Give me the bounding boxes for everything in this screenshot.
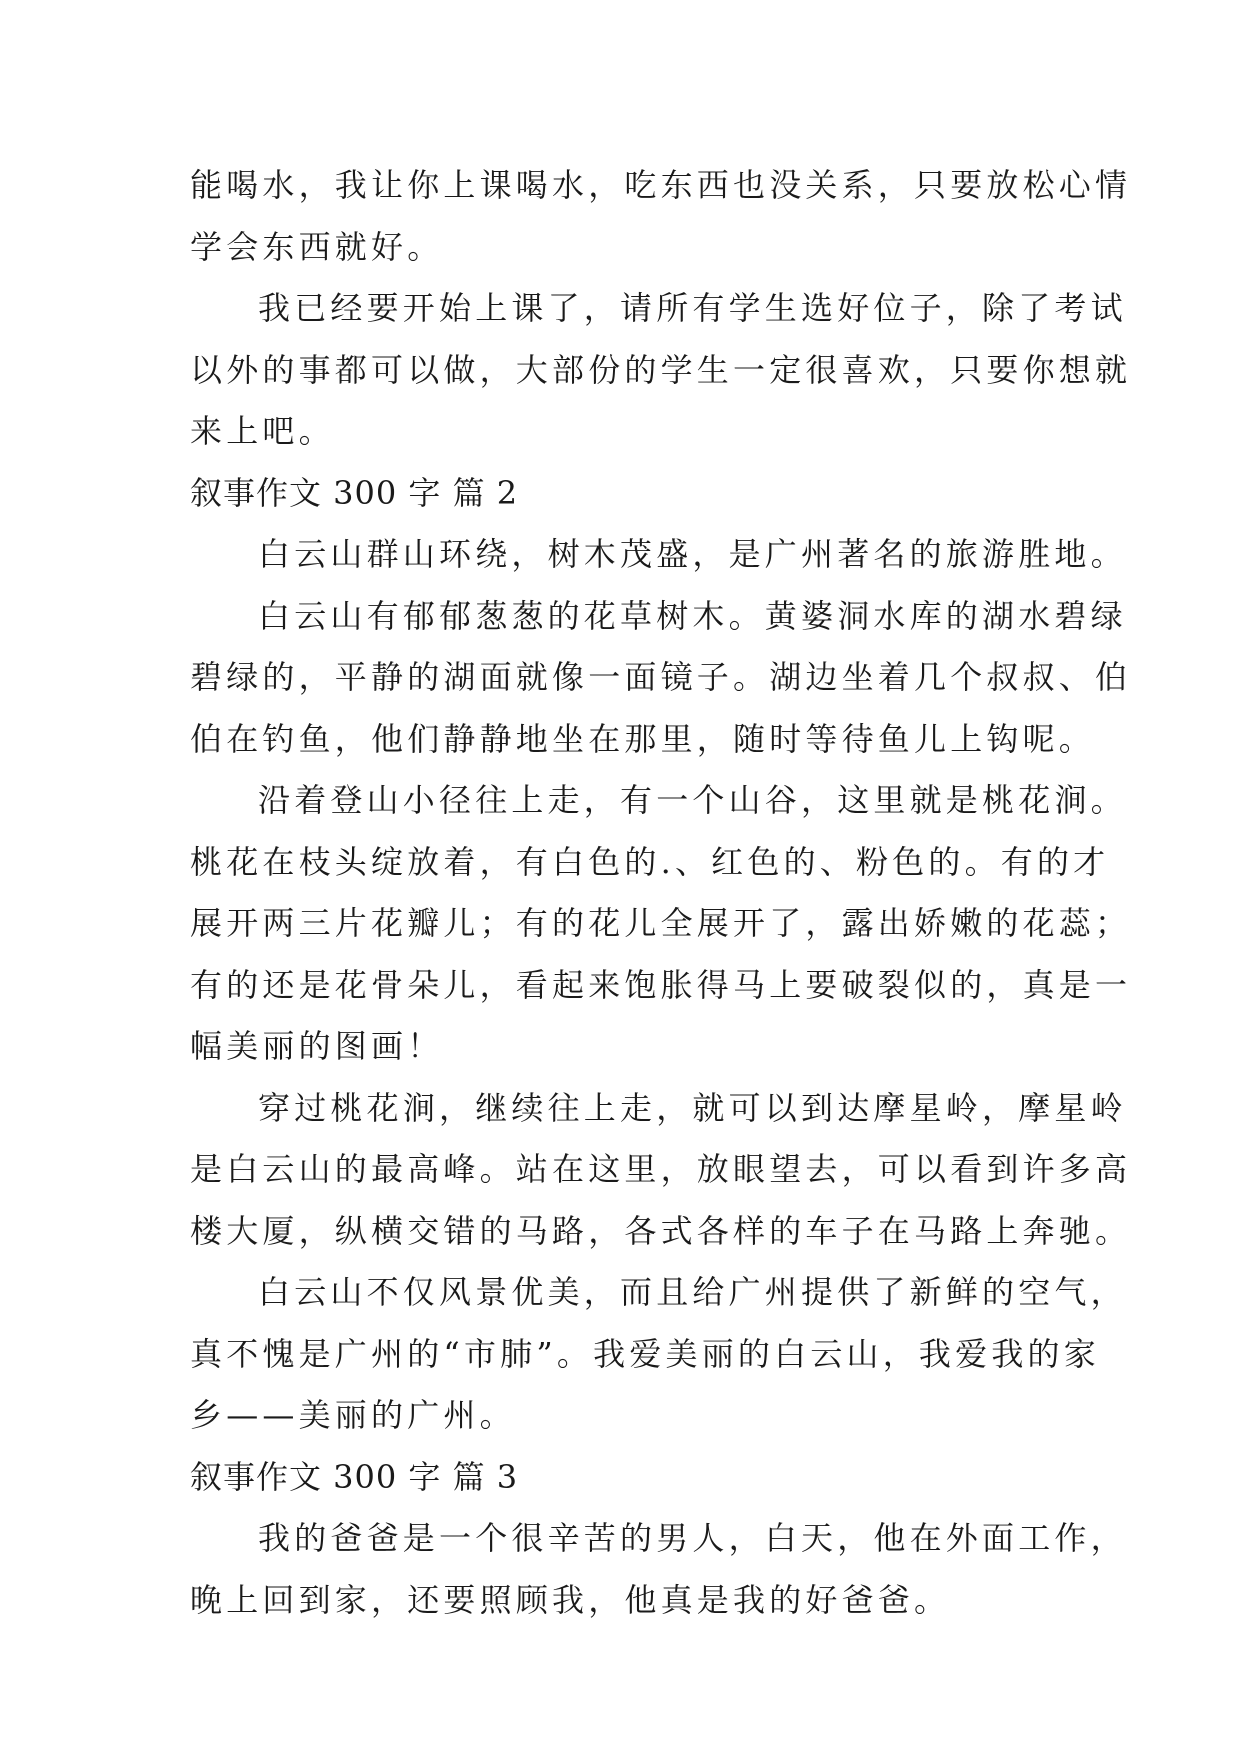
text-line: 以外的事都可以做，大部份的学生一定很喜欢，只要你想就 — [190, 350, 1132, 389]
text-line: 有的还是花骨朵儿，看起来饱胀得马上要破裂似的，真是一 — [190, 965, 1132, 1004]
paragraph-start-line: 沿着登山小径往上走，有一个山谷，这里就是桃花涧。 — [258, 781, 1127, 819]
text-line: 桃花在枝头绽放着，有白色的.、红色的、粉色的。有的才 — [190, 842, 1110, 881]
section-heading: 叙事作文 300 字 篇 2 — [190, 473, 519, 512]
text-line: 伯在钓鱼，他们静静地坐在那里，随时等待鱼儿上钩呢。 — [190, 719, 1096, 758]
paragraph-start-line: 穿过桃花涧，继续往上走，就可以到达摩星岭，摩星岭 — [258, 1088, 1127, 1127]
text-line: 碧绿的，平静的湖面就像一面镜子。湖边坐着几个叔叔、伯 — [190, 658, 1132, 696]
paragraph-start-line: 白云山群山环绕，树木茂盛，是广州著名的旅游胜地。 — [258, 535, 1127, 573]
text-line: 乡——美丽的广州。 — [190, 1396, 516, 1434]
text-line: 是白云山的最高峰。站在这里，放眼望去，可以看到许多高 — [190, 1150, 1132, 1188]
text-line: 真不愧是广州的“市肺”。我爱美丽的白云山，我爱我的家 — [190, 1334, 1100, 1373]
section-heading: 叙事作文 300 字 篇 3 — [190, 1457, 519, 1496]
text-line: 幅美丽的图画！ — [190, 1027, 444, 1065]
paragraph-start-line: 我已经要开始上课了，请所有学生选好位子，除了考试 — [258, 289, 1127, 327]
text-line: 来上吧。 — [190, 412, 335, 450]
text-line: 学会东西就好。 — [190, 227, 444, 266]
text-line: 楼大厦，纵横交错的马路，各式各样的车子在马路上奔驰。 — [190, 1211, 1132, 1250]
document-page — [190, 155, 1132, 1631]
text-line: 晚上回到家，还要照顾我，他真是我的好爸爸。 — [190, 1580, 951, 1619]
text-line: 能喝水，我让你上课喝水，吃东西也没关系，只要放松心情 — [190, 166, 1132, 204]
paragraph-start-line: 白云山不仅风景优美，而且给广州提供了新鲜的空气， — [258, 1273, 1127, 1311]
paragraph-start-line: 白云山有郁郁葱葱的花草树木。黄婆洞水库的湖水碧绿 — [258, 596, 1127, 635]
text-line: 展开两三片花瓣儿；有的花儿全展开了，露出娇嫩的花蕊； — [190, 904, 1132, 942]
paragraph-start-line: 我的爸爸是一个很辛苦的男人，白天，他在外面工作， — [258, 1519, 1127, 1557]
